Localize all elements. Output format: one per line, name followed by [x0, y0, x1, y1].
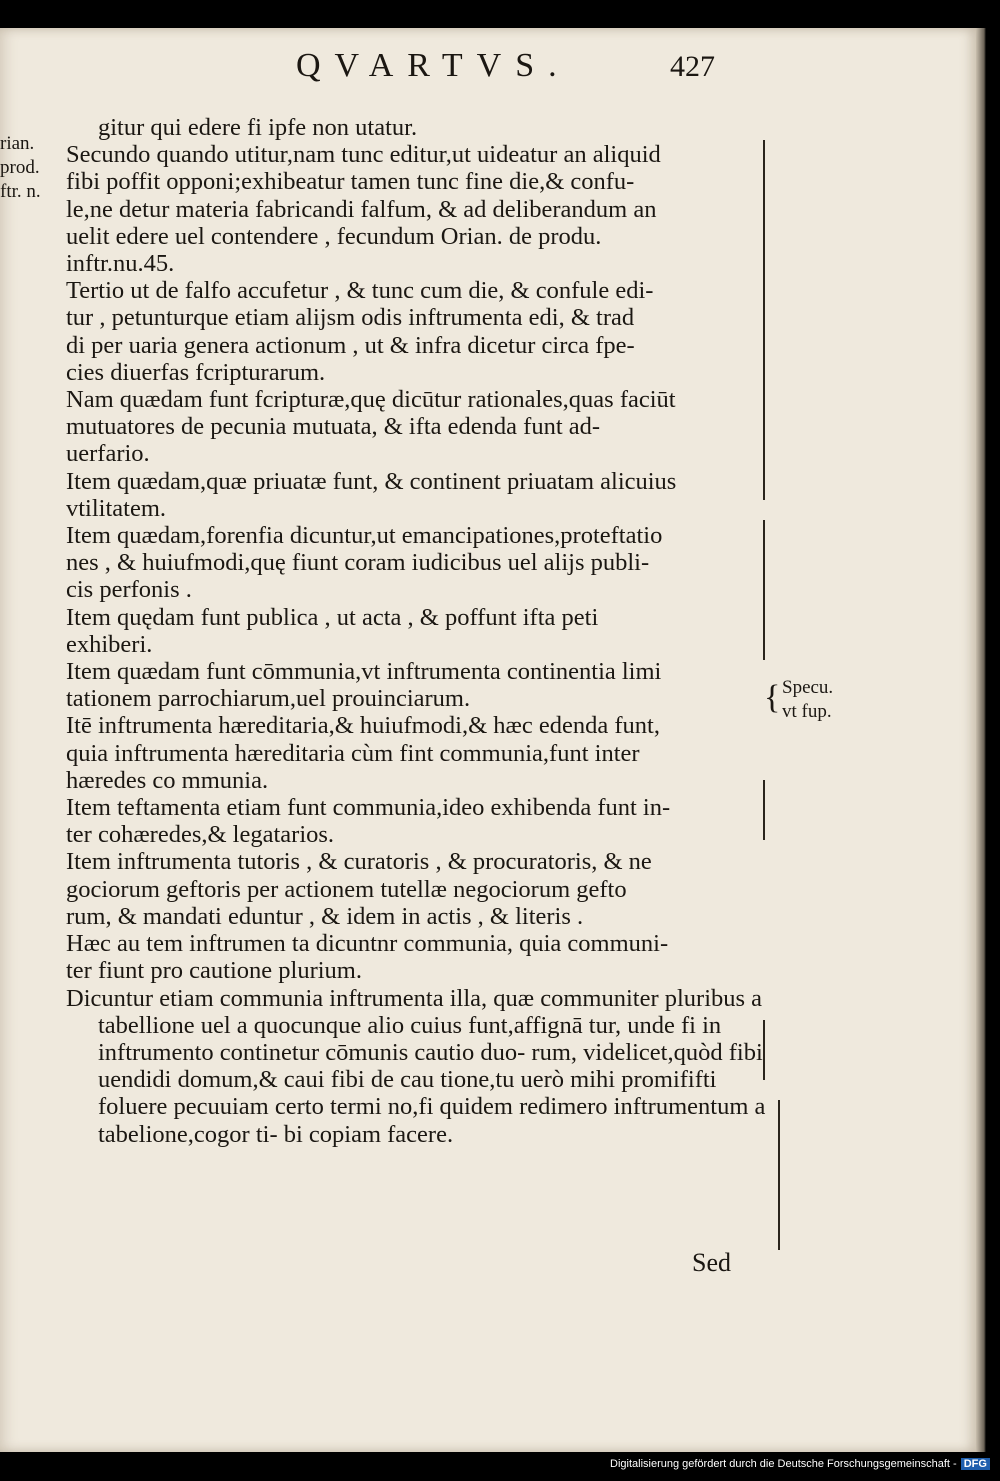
text-line: bi copiam facere.	[283, 1120, 454, 1148]
text-line: fibi poffit opponi;exhibeatur tamen tunc fine die,& confu-	[66, 168, 635, 196]
text-line: tione,tu uerò mihi promififti foluere pecuuiam certo termi	[98, 1066, 717, 1121]
right-margin-notes	[782, 676, 833, 724]
text-line: exhiberi.	[66, 630, 153, 658]
text-line: Tertio ut de falfo accufetur , & tunc cum die, & confule edi-	[66, 277, 654, 305]
page-number: 427	[670, 50, 715, 83]
text-line: gitur qui edere fi ipfe non utatur.	[98, 114, 418, 141]
text-line: ter cohæredes,& legatarios.	[66, 821, 335, 849]
paragraph	[66, 522, 766, 604]
text-line: Dicuntur etiam communia inftrumenta illa, quæ communiter	[66, 984, 659, 1012]
text-line: le,ne detur materia fabricandi falfum, & ad deliberandum an	[66, 195, 657, 223]
digitization-footer	[610, 1458, 990, 1470]
paragraph	[66, 277, 766, 386]
text-line: pluribus a tabellione uel a quocunque alio cuius funt,affignā	[98, 984, 763, 1039]
text-line: uelit edere uel contendere , fecundum Orian. de produ.	[66, 222, 602, 250]
text-line: uerfario.	[66, 440, 150, 468]
text-line: mutuatores de pecunia mutuata, & ifta edenda funt ad-	[66, 413, 601, 441]
text-line: ter fiunt pro cautione plurium.	[66, 957, 362, 985]
text-line: Itē inftrumenta hæreditaria,& huiufmodi,& hæc edenda funt,	[66, 712, 660, 740]
text-line: Secundo quando utitur,nam tunc editur,ut uideatur an aliquid	[66, 141, 661, 169]
text-line: Item quædam,forenfia dicuntur,ut emancipationes,proteftatio	[66, 522, 663, 550]
text-line: Item quædam funt cōmmunia,vt inftrumenta continentia limi	[66, 658, 662, 686]
dfg-logo-icon: DFG	[961, 1458, 990, 1470]
paragraph	[66, 468, 766, 522]
text-line: Item inftrumenta tutoris , & curatoris , & procuratoris, & ne	[66, 848, 652, 876]
paragraph	[66, 658, 766, 712]
text-line: Item quędam funt publica , ut acta , & poffunt ifta peti	[66, 603, 599, 631]
paragraph	[66, 930, 766, 984]
vertical-rule	[778, 1100, 780, 1250]
text-line: vtilitatem.	[66, 494, 167, 522]
body-text	[66, 114, 766, 1148]
text-line: tur, unde fi in inftrumento continetur cōmunis cautio duo-	[98, 1011, 722, 1066]
text-line: Hæc au tem inftrumen ta dicuntnr communia, quia communi-	[66, 930, 669, 958]
paragraph	[66, 386, 766, 468]
catchword: Sed	[692, 1248, 731, 1277]
text-line: inftr.nu.45.	[66, 250, 175, 278]
text-line: Item quædam,quæ priuatæ funt, & continent priuatam alicuius	[66, 467, 677, 495]
margin-note: prod.	[0, 157, 40, 178]
text-line: Nam quædam funt fcripturæ,quę dicūtur rationales,quas faciūt	[66, 386, 676, 414]
text-line: gociorum geftoris per actionem tutellæ negociorum gefto	[66, 875, 627, 903]
left-margin-notes	[0, 132, 66, 204]
margin-note: rian.	[0, 133, 35, 154]
margin-note: Specu.	[782, 677, 834, 698]
paragraph	[66, 114, 766, 141]
text-line: cies diuerfas fcripturarum.	[66, 358, 326, 386]
margin-note: ftr. n.	[0, 181, 41, 202]
footer-text: Digitalisierung gefördert durch die Deutsche Forschungsgemeinschaft -	[610, 1458, 957, 1470]
margin-brace: {	[764, 679, 781, 716]
text-line: rum, & mandati eduntur , & idem in actis , & literis .	[66, 902, 584, 930]
paragraph	[66, 985, 766, 1148]
text-line: nes , & huiufmodi,quę fiunt coram iudicibus uel alijs publi-	[66, 549, 650, 577]
text-line: no,fi quidem redimero inftrumentum a tabelione,cogor ti-	[98, 1093, 766, 1148]
text-line: tationem parrochiarum,uel prouinciarum.	[66, 685, 471, 713]
text-line: quia inftrumenta hæreditaria cùm fint communia,funt inter	[66, 739, 640, 767]
running-head: QVARTVS.	[296, 47, 571, 84]
paragraph	[66, 604, 766, 658]
text-line: rum, videlicet,quòd fibi uendidi domum,& caui fibi de cau	[98, 1038, 763, 1094]
paragraph	[66, 141, 766, 277]
paragraph	[66, 848, 766, 930]
margin-note: vt fup.	[782, 701, 832, 722]
paragraph	[66, 794, 766, 848]
paragraph	[66, 712, 766, 794]
text-line: di per uaria genera actionum , ut & infra dicetur circa fpe-	[66, 331, 635, 359]
page-edge	[976, 28, 986, 1452]
text-line: tur , petunturque etiam alijsm odis inftrumenta edi, & trad	[66, 304, 635, 332]
text-line: cis perfonis .	[66, 576, 192, 604]
text-line: hæredes co mmunia.	[66, 766, 269, 794]
text-line: Item teftamenta etiam funt communia,ideo exhibenda funt in-	[66, 794, 671, 822]
